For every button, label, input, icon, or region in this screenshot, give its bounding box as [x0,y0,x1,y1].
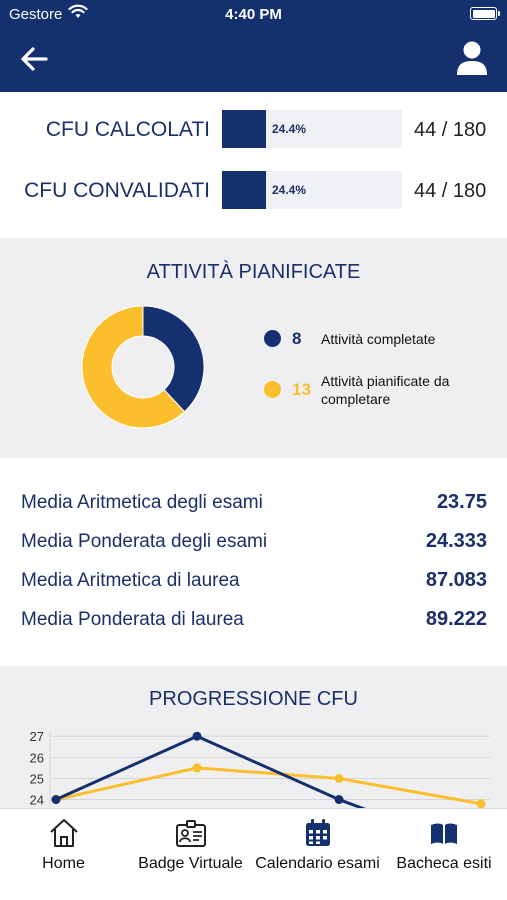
average-row [21,529,487,557]
data-point [52,795,61,804]
cfu-count: 44 / 180 [414,119,487,141]
legend-dot [264,381,281,398]
carrier-name: Gestore [9,6,63,23]
cfu-progress-fill [222,171,266,209]
y-tick-label: 24 [29,792,44,808]
cfu-progress-bar [222,171,402,209]
donut-slice [143,306,204,412]
average-value: 24.333 [425,530,487,552]
average-value: 89.222 [425,608,487,630]
tab-label: Bacheca esiti [396,855,492,872]
cfu-label: CFU CONVALIDATI [24,179,210,202]
legend-label: Attività pianificate da completare [321,373,450,407]
legend-value: 13 [292,380,311,399]
tab-calendario-esami[interactable] [254,809,381,900]
progressione-cfu-section [0,666,507,808]
tab-home[interactable] [0,809,127,900]
section-title: ATTIVITÀ PIANIFICATE [146,261,361,283]
cfu-progress-bar [222,110,402,148]
legend-dot [264,330,281,347]
average-row [21,568,487,596]
back-arrow-icon[interactable] [18,44,52,74]
average-value: 23.75 [436,491,487,513]
user-profile-icon[interactable] [455,40,489,76]
status-bar [0,0,507,28]
average-label: Media Ponderata di laurea [21,609,244,630]
status-time: 4:40 PM [225,6,282,23]
legend-label: Attività completate [321,331,436,347]
attivita-pianificate-section [0,238,507,458]
series-line [56,768,481,804]
data-point [477,799,486,808]
cfu-progression-line-chart [0,666,507,808]
averages-section [0,458,507,666]
data-point [335,774,344,783]
calendar-icon [302,817,334,849]
cfu-count: 44 / 180 [414,180,487,202]
cfu-percent: 24.4% [272,183,307,197]
tab-badge-virtuale[interactable] [127,809,254,900]
average-label: Media Aritmetica di laurea [21,570,240,591]
average-label: Media Ponderata degli esami [21,531,268,552]
tab-label: Calendario esami [255,855,380,872]
series-line [56,736,367,808]
tab-label: Home [42,855,85,872]
cfu-convalidati-row [0,171,507,211]
data-point [193,732,202,741]
battery-icon [470,7,497,20]
tab-label: Badge Virtuale [138,855,243,872]
average-row [21,607,487,635]
cfu-progress-section [0,92,507,238]
activities-donut-chart [80,304,206,430]
cfu-percent: 24.4% [272,122,307,136]
y-tick-label: 25 [29,771,44,787]
badge-icon [175,817,207,849]
average-label: Media Aritmetica degli esami [21,492,263,513]
y-tick-label: 26 [29,750,44,766]
nav-bar [0,28,507,92]
y-tick-label: 27 [29,729,44,745]
average-value: 87.083 [425,569,487,591]
legend-value: 8 [292,329,302,348]
book-icon [428,817,460,849]
tab-bar [0,808,507,900]
data-point [335,795,344,804]
average-row [21,490,487,518]
tab-bacheca-esiti[interactable] [381,809,507,900]
home-icon [48,817,80,849]
cfu-calcolati-row [0,110,507,150]
cfu-progress-fill [222,110,266,148]
cfu-label: CFU CALCOLATI [45,118,210,141]
data-point [193,763,202,772]
chart-title: PROGRESSIONE CFU [149,688,358,710]
